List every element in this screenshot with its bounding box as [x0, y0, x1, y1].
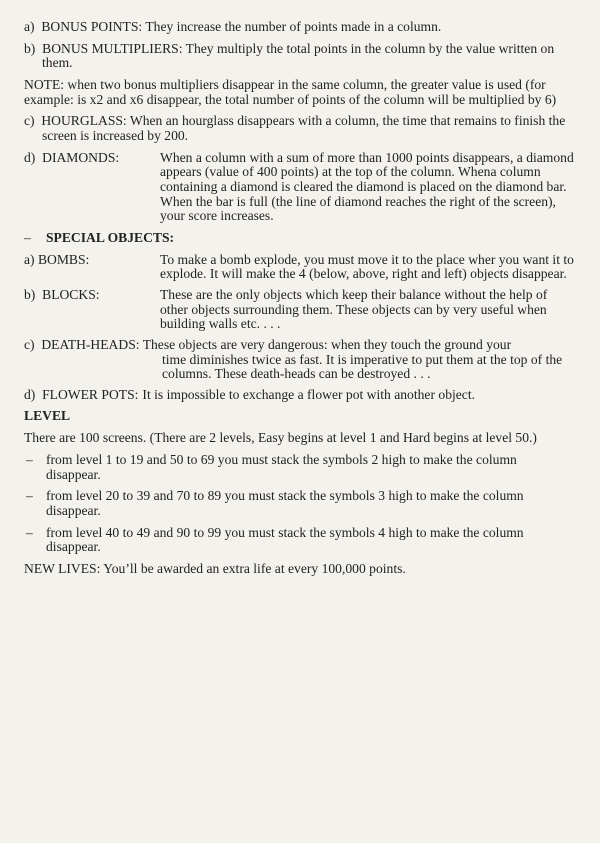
diamonds-definition: When a column with a sum of more than 1000 points disappears, a diamond appears (value of 400 points) at the top of the column. Whena column containing a diamond is cleared the diamond is placed on the diamond bar. When the bar is full (the line of diamond reaches the right of the screen), your score increases. [160, 149, 574, 224]
level-bullet [24, 489, 578, 518]
level-bullet-text: from level 20 to 39 and 70 to 89 you must stack the symbols 3 high to make the column disappear. [46, 488, 524, 519]
blocks-term: b) BLOCKS: [24, 287, 100, 303]
flower-pots-entry [24, 388, 578, 403]
special-objects-heading [24, 231, 578, 246]
special-objects-title: SPECIAL OBJECTS: [46, 230, 175, 246]
flower-pots-term: d) FLOWER POTS: [24, 387, 139, 403]
bombs-definition: To make a bomb explode, you must move it to the place wher you want it to explode. It will make the 4 (below, above, right and left) objects disappear. [160, 251, 574, 282]
new-lives-paragraph: NEW LIVES: You’ll be awarded an extra life at every 100,000 points. [24, 561, 406, 577]
death-heads-definition-start: These objects are very dangerous: when they touch the ground your [142, 337, 512, 353]
heading-dash: – [24, 230, 31, 246]
bullet-dash: – [26, 524, 33, 540]
level-bullet-text: from level 1 to 19 and 50 to 69 you must stack the symbols 2 high to make the column disappear. [46, 452, 517, 482]
death-heads-definition-rest: time diminishes twice as fast. It is imperative to put them at the top of the columns. These death-heads can be destroyed . . . [162, 351, 563, 382]
bonus-points-paragraph: a) BONUS POINTS: They increase the number of points made in a column. [24, 19, 442, 34]
hourglass-paragraph: c) HOURGLASS: When an hourglass disappears with a column, the time that remains to finish the screen is increased by 200. [24, 113, 566, 144]
bullet-dash: – [26, 452, 33, 468]
level-bullet-text: from level 40 to 49 and 90 to 99 you must stack the symbols 4 high to make the column disappear. [46, 524, 524, 555]
death-heads-block [24, 338, 578, 382]
death-heads-entry [24, 338, 578, 382]
level-bullet [24, 526, 578, 555]
note-paragraph: NOTE: when two bonus multipliers disappear in the same column, the greater value is used (for example: is x2 and x6 disappear, the total number of points of the column will be multiplied by 6) [24, 77, 557, 107]
death-heads-first-line [24, 338, 578, 353]
blocks-definition: These are the only objects which keep their balance without the help of other objects surrounding them. These objects can by very useful when building walls etc. . . . [160, 287, 548, 332]
flower-pots-definition: It is impossible to exchange a flower pot with another object. [142, 387, 476, 403]
bullet-dash: – [26, 488, 33, 504]
level-intro: There are 100 screens. (There are 2 levels, Easy begins at level 1 and Hard begins at level 50.) [24, 430, 537, 446]
bombs-term: a) BOMBS: [24, 251, 90, 267]
blocks-entry [24, 288, 578, 332]
level-bullet [24, 453, 578, 482]
bombs-entry [24, 253, 578, 282]
level-heading: LEVEL [24, 407, 71, 423]
diamonds-entry [24, 151, 578, 224]
death-heads-term: c) DEATH-HEADS: [24, 337, 140, 353]
diamonds-term: d) DIAMONDS: [24, 149, 120, 165]
bonus-multipliers-paragraph: b) BONUS MULTIPLIERS: They multiply the total points in the column by the value written on them. [24, 40, 555, 71]
